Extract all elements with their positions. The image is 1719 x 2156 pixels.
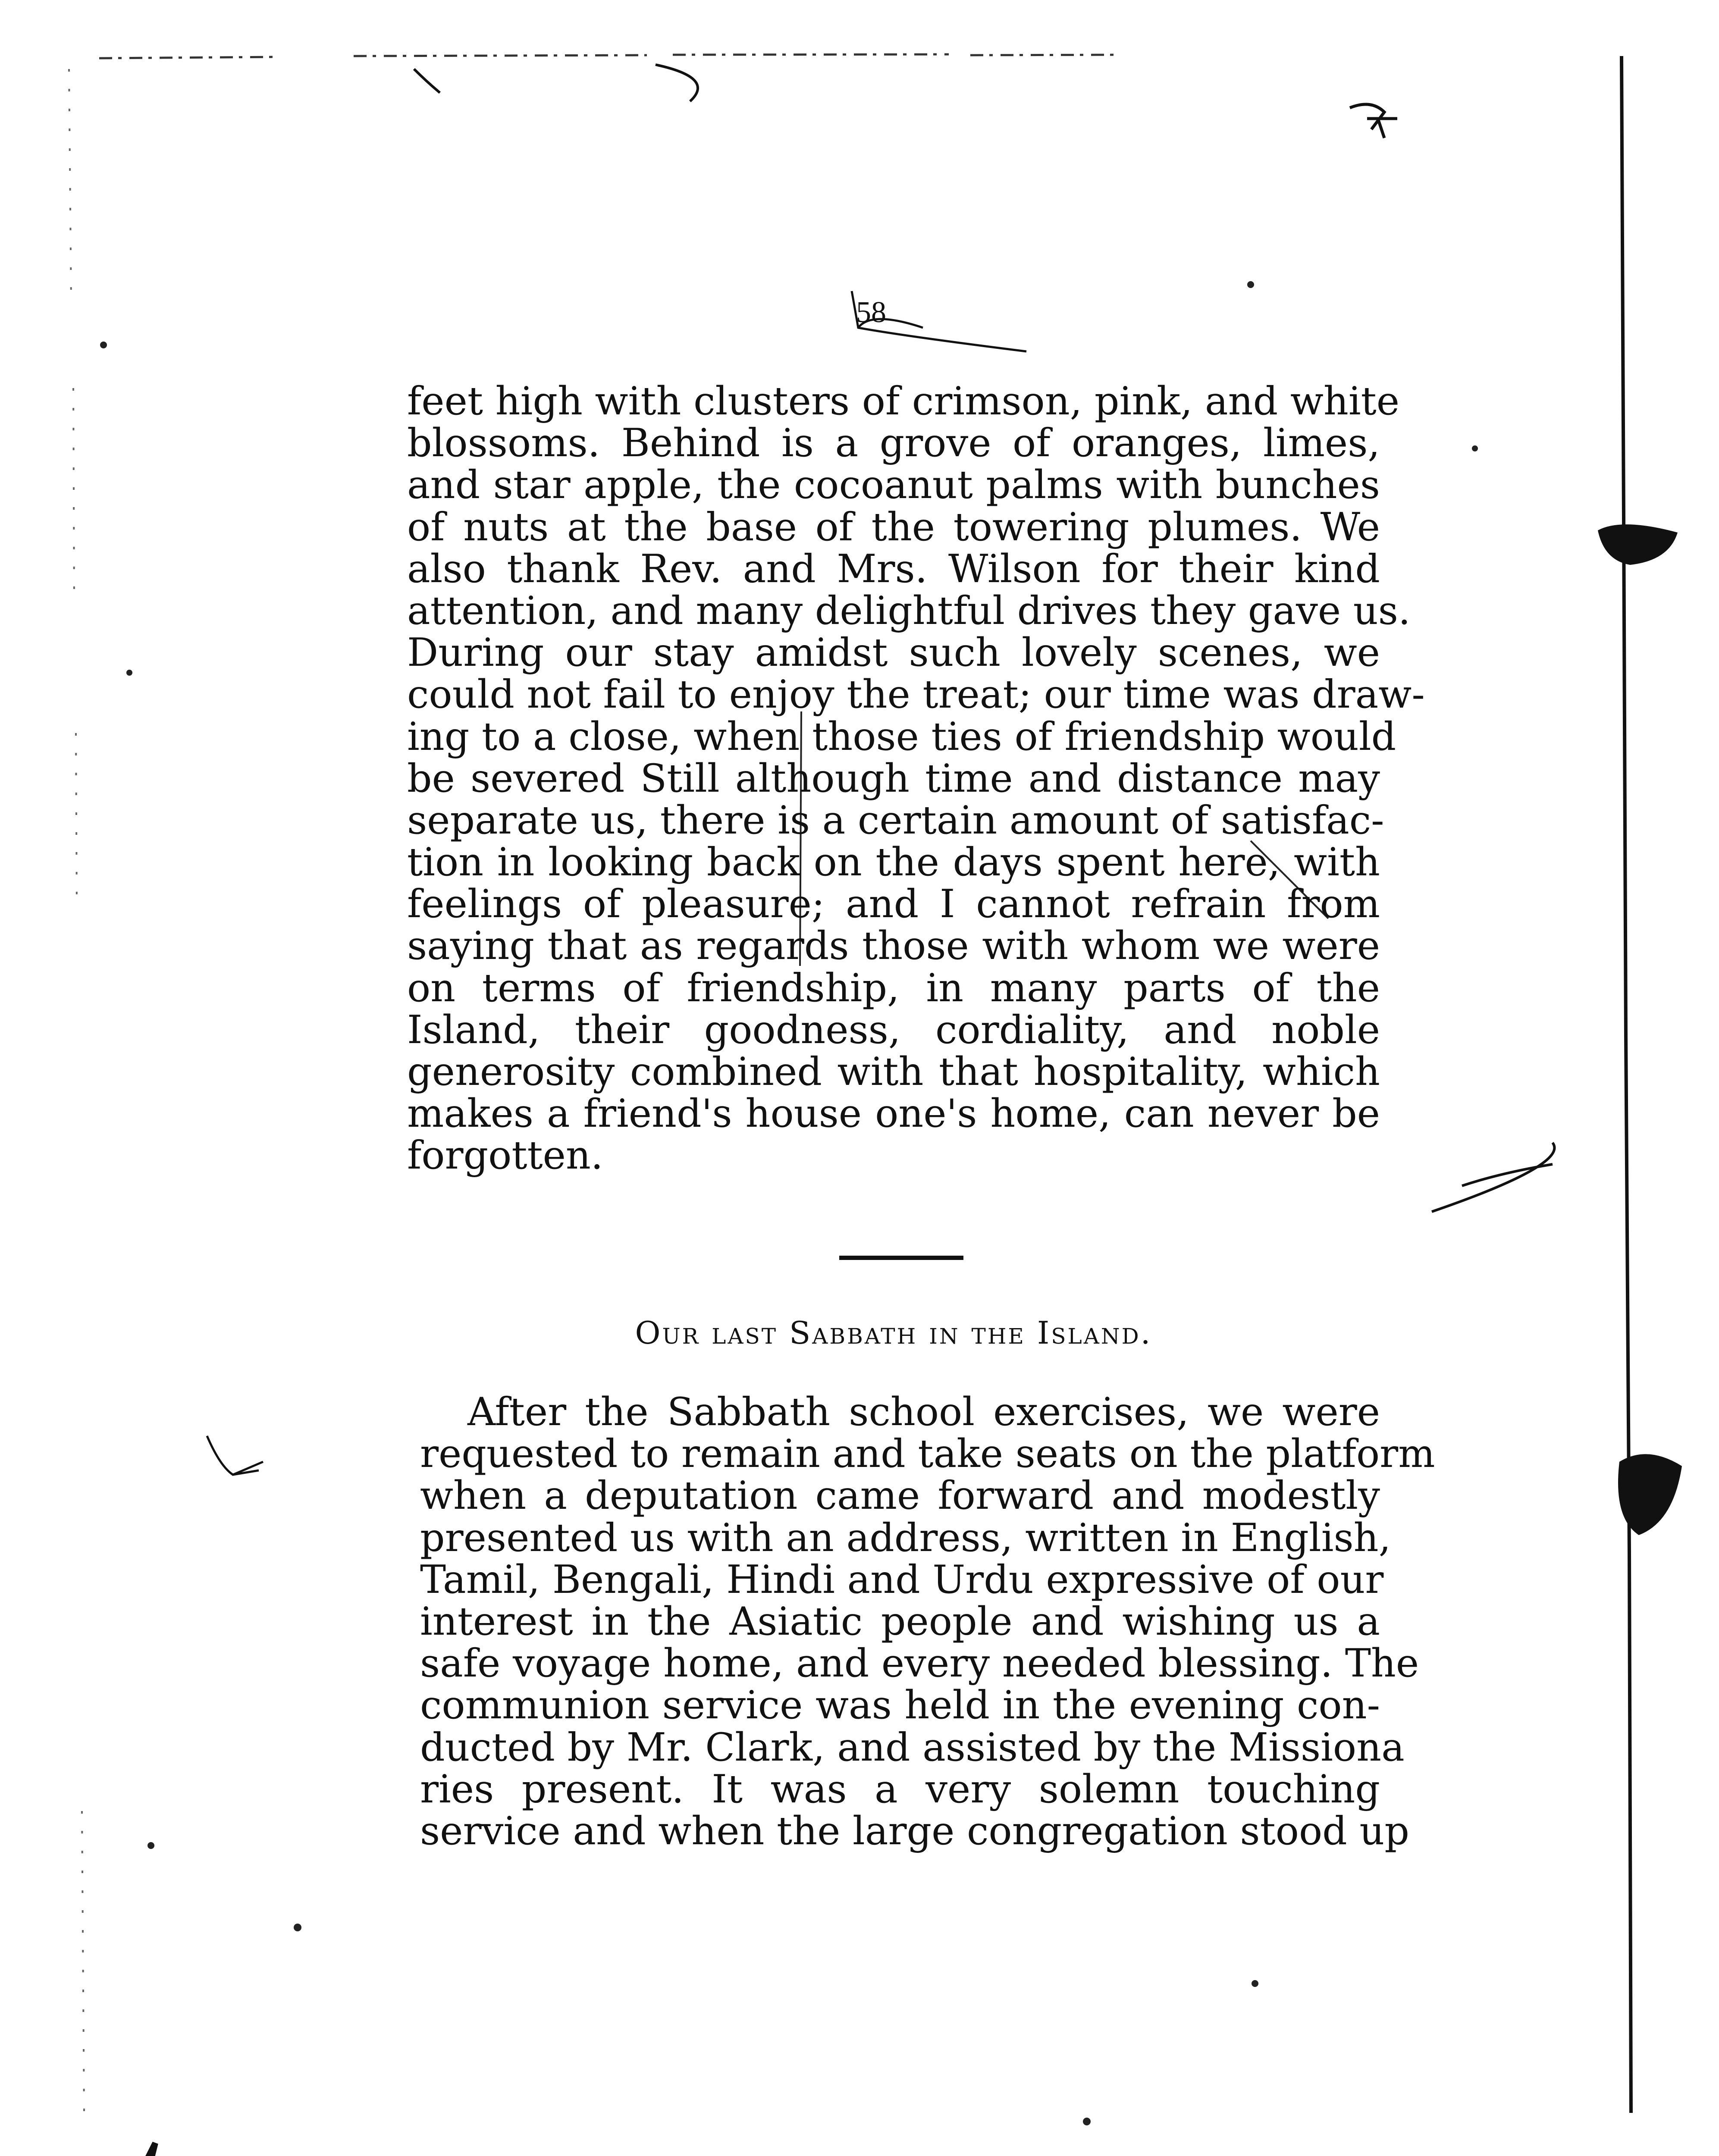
speck — [147, 1842, 154, 1849]
text-line: when a deputation came forward and modestly — [420, 1473, 1380, 1519]
speck — [126, 670, 132, 676]
text-line: attention, and many delightful drives they gave us. — [407, 588, 1411, 633]
corner-smudge — [108, 2143, 155, 2156]
left-edge-mark — [69, 69, 84, 2113]
speck — [1083, 2118, 1091, 2125]
text-line: safe voyage home, and every needed blessing. The — [420, 1641, 1419, 1686]
text-line: tion in looking back on the days spent here, with — [407, 840, 1380, 885]
speck — [1472, 445, 1478, 451]
text-line: could not fail to enjoy the treat; our time was draw- — [407, 672, 1425, 718]
ink-blot-1 — [1598, 524, 1678, 565]
paragraph-1 — [407, 379, 1425, 1178]
section-heading: Our last Sabbath in the Island. — [635, 1315, 1152, 1351]
text-line: generosity combined with that hospitality, which — [407, 1049, 1380, 1094]
binding-line — [1622, 56, 1631, 2113]
text-line: service and when the large congregation stood up — [420, 1808, 1409, 1854]
section-divider — [839, 1256, 963, 1260]
text-line: presented us with an address, written in English, — [420, 1515, 1391, 1561]
pencil-mark — [1350, 104, 1397, 138]
text-line: During our stay amidst such lovely scenes, we — [407, 630, 1380, 676]
text-line: Island, their goodness, cordiality, and noble — [407, 1007, 1380, 1053]
text-line: ducted by Mr. Clark, and assisted by the Missiona — [420, 1724, 1405, 1770]
pencil-curve — [1432, 1143, 1554, 1212]
text-line: on terms of friendship, in many parts of the — [407, 965, 1380, 1011]
paragraph-2 — [420, 1389, 1435, 1854]
ink-blot-2 — [1618, 1454, 1682, 1535]
text-line: ing to a close, when those ties of friendship would — [407, 714, 1396, 759]
text-line: Tamil, Bengali, Hindi and Urdu expressive of our — [420, 1557, 1384, 1602]
page-number: 58 — [856, 296, 886, 329]
speck — [100, 342, 107, 348]
text-line: forgotten. — [407, 1133, 603, 1178]
text-line: feet high with clusters of crimson, pink, and white — [407, 379, 1400, 424]
top-edge-mark — [99, 54, 1121, 58]
text-line: interest in the Asiatic people and wishing us a — [420, 1598, 1380, 1644]
text-line: makes a friend's house one's home, can never be — [407, 1091, 1380, 1137]
text-line: separate us, there is a certain amount of satisfac- — [407, 797, 1384, 843]
text-line: ries present. It was a very solemn touching — [420, 1766, 1380, 1812]
pencil-hook — [207, 1436, 263, 1475]
text-line: of nuts at the base of the towering plumes. We — [407, 504, 1380, 550]
text-line: After the Sabbath school exercises, we were — [467, 1389, 1380, 1435]
speck — [1252, 1980, 1258, 1987]
speck — [1247, 281, 1254, 288]
text-line: communion service was held in the evening con- — [420, 1683, 1380, 1728]
text-line: be severed Still although time and distance may — [407, 755, 1380, 801]
top-stroke-right — [656, 65, 698, 101]
top-stroke-left — [414, 69, 440, 93]
text-line: saying that as regards those with whom we were — [407, 923, 1380, 969]
text-line: also thank Rev. and Mrs. Wilson for their kind — [407, 546, 1380, 592]
text-line: feelings of pleasure; and I cannot refrain from — [407, 881, 1380, 927]
text-line: blossoms. Behind is a grove of oranges, limes, — [407, 420, 1380, 466]
speck — [294, 1924, 301, 1931]
text-line: and star apple, the cocoanut palms with bunches — [407, 462, 1380, 508]
text-line: requested to remain and take seats on the platform — [420, 1431, 1435, 1477]
